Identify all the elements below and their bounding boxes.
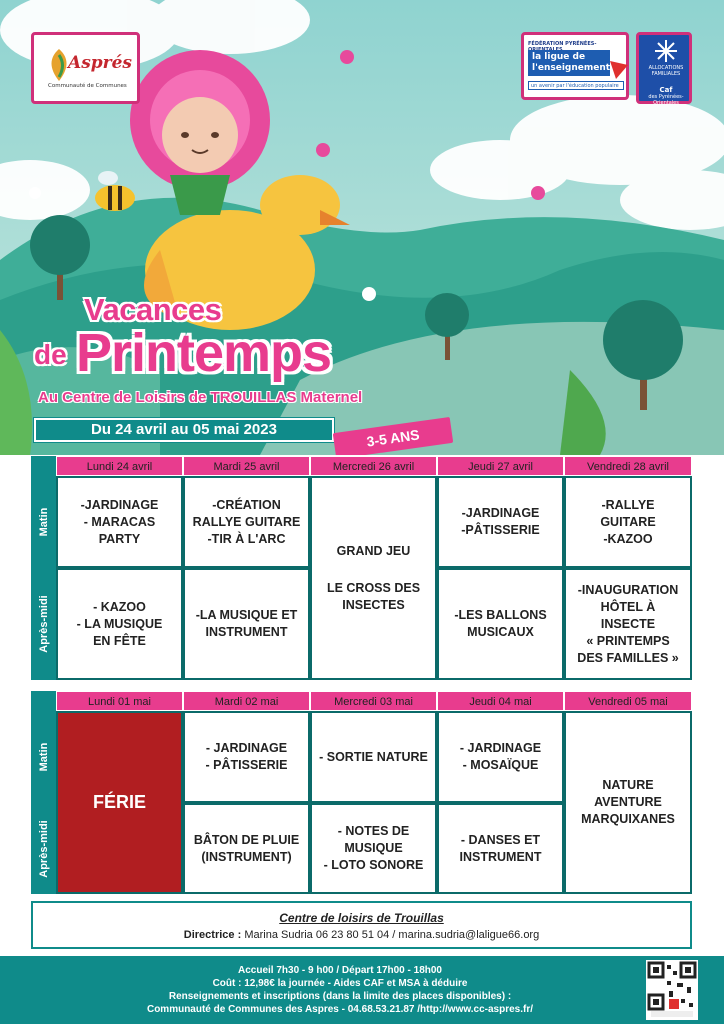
director-line: Directrice : Marina Sudria 06 23 80 51 04 / marina.sudria@laligue66.org — [183, 929, 540, 941]
footer-community[interactable]: Communauté de Communes des Aspres - 04.68.53.21.87 /http://www.cc-aspres.fr/ — [146, 1004, 534, 1015]
qr-code-icon[interactable] — [646, 960, 698, 1020]
schedule-week-1 — [31, 456, 692, 680]
day-header: Lundi 24 avril — [56, 456, 183, 476]
day-header: Mercredi 03 mai — [310, 691, 437, 711]
activity-cell: -LES BALLONS MUSICAUX — [437, 568, 564, 680]
age-badge: 3-5 ANS — [333, 417, 453, 455]
day-header: Mardi 02 mai — [183, 691, 310, 711]
caf-logo — [636, 32, 692, 104]
aspres-brand: Asprés — [68, 53, 132, 73]
footer — [0, 956, 724, 1024]
day-header: Mardi 25 avril — [183, 456, 310, 476]
activity-cell: - KAZOO - LA MUSIQUE EN FÊTE — [56, 568, 183, 680]
title-de: de — [34, 339, 67, 370]
ferie-cell: FÉRIE — [56, 711, 183, 894]
aspres-sub: Communauté de Communes — [48, 83, 127, 89]
day-header: Vendredi 05 mai — [564, 691, 692, 711]
activity-cell: BÂTON DE PLUIE (INSTRUMENT) — [183, 803, 310, 894]
footer-hours: Accueil 7h30 - 9 h00 / Départ 17h00 - 18h00 — [238, 965, 442, 976]
director-contact[interactable]: Marina Sudria 06 23 80 51 04 / marina.sudria@laligue66.org — [244, 929, 540, 941]
ligue-name: la ligue de l'enseignement — [528, 50, 610, 76]
footer-cost: Coût : 12,98€ la journée - Aides CAF et MSA à déduire — [212, 978, 468, 989]
table-corner — [31, 456, 56, 476]
contact-box — [31, 901, 692, 949]
day-header: Lundi 01 mai — [56, 691, 183, 711]
activity-cell: -JARDINAGE -PÂTISSERIE — [437, 476, 564, 568]
ligue-federation: FÉDÉRATION PYRÉNÉES- — [528, 41, 597, 47]
day-header: Vendredi 28 avril — [564, 456, 692, 476]
subtitle-centre: Au Centre de Loisirs de TROUILLAS Maternel — [38, 389, 363, 406]
ligue-enseignement-logo — [521, 32, 629, 100]
day-header: Jeudi 27 avril — [437, 456, 564, 476]
footer-info: Renseignements et inscriptions (dans la limite des places disponibles) : — [168, 991, 512, 1002]
row-label-apres-midi: Après-midi — [31, 568, 56, 680]
activity-cell: - JARDINAGE - PÂTISSERIE — [183, 711, 310, 803]
caf-alloc: ALLOCATIONS FAMILIALES — [648, 65, 684, 77]
table-corner — [31, 691, 56, 711]
activity-cell: -CRÉATION RALLYE GUITARE -TIR À L'ARC — [183, 476, 310, 568]
activity-cell: -RALLYE GUITARE -KAZOO — [564, 476, 692, 568]
activity-cell: - JARDINAGE - MOSAÏQUE — [437, 711, 564, 803]
bee-icon — [95, 171, 135, 211]
ligue-motto: un avenir par l'éducation populaire — [528, 81, 624, 90]
qr-pattern — [647, 961, 697, 1019]
aspres-logo — [31, 32, 140, 104]
activity-cell: - DANSES ET INSTRUMENT — [437, 803, 564, 894]
row-label-matin: Matin — [31, 476, 56, 568]
hero-banner — [0, 0, 724, 455]
row-label-apres-midi: Après-midi — [31, 803, 56, 894]
activity-cell: - SORTIE NATURE — [310, 711, 437, 803]
red-triangle-icon — [610, 61, 628, 79]
activity-cell: -INAUGURATION HÔTEL À INSECTE « PRINTEMPS DES FAMILLES » — [564, 568, 692, 680]
day-header: Mercredi 26 avril — [310, 456, 437, 476]
activity-cell: -JARDINAGE - MARACAS PARTY — [56, 476, 183, 568]
centre-name: Centre de loisirs de Trouillas — [279, 911, 444, 925]
activity-cell-full-day: GRAND JEU LE CROSS DES INSECTES — [310, 476, 437, 680]
title-printemps: Printemps — [76, 323, 332, 383]
snowflake-icon — [654, 39, 678, 63]
caf-label: Caf des Pyrénées-Orientales — [648, 86, 684, 106]
schedule-week-2 — [31, 691, 692, 894]
dates-banner: Du 24 avril au 05 mai 2023 — [34, 418, 334, 442]
activity-cell: - NOTES DE MUSIQUE - LOTO SONORE — [310, 803, 437, 894]
title-vacances: Vacances — [84, 292, 222, 327]
activity-cell: -LA MUSIQUE ET INSTRUMENT — [183, 568, 310, 680]
activity-cell-full-day: NATURE AVENTURE MARQUIXANES — [564, 711, 692, 894]
row-label-matin: Matin — [31, 711, 56, 803]
day-header: Jeudi 04 mai — [437, 691, 564, 711]
